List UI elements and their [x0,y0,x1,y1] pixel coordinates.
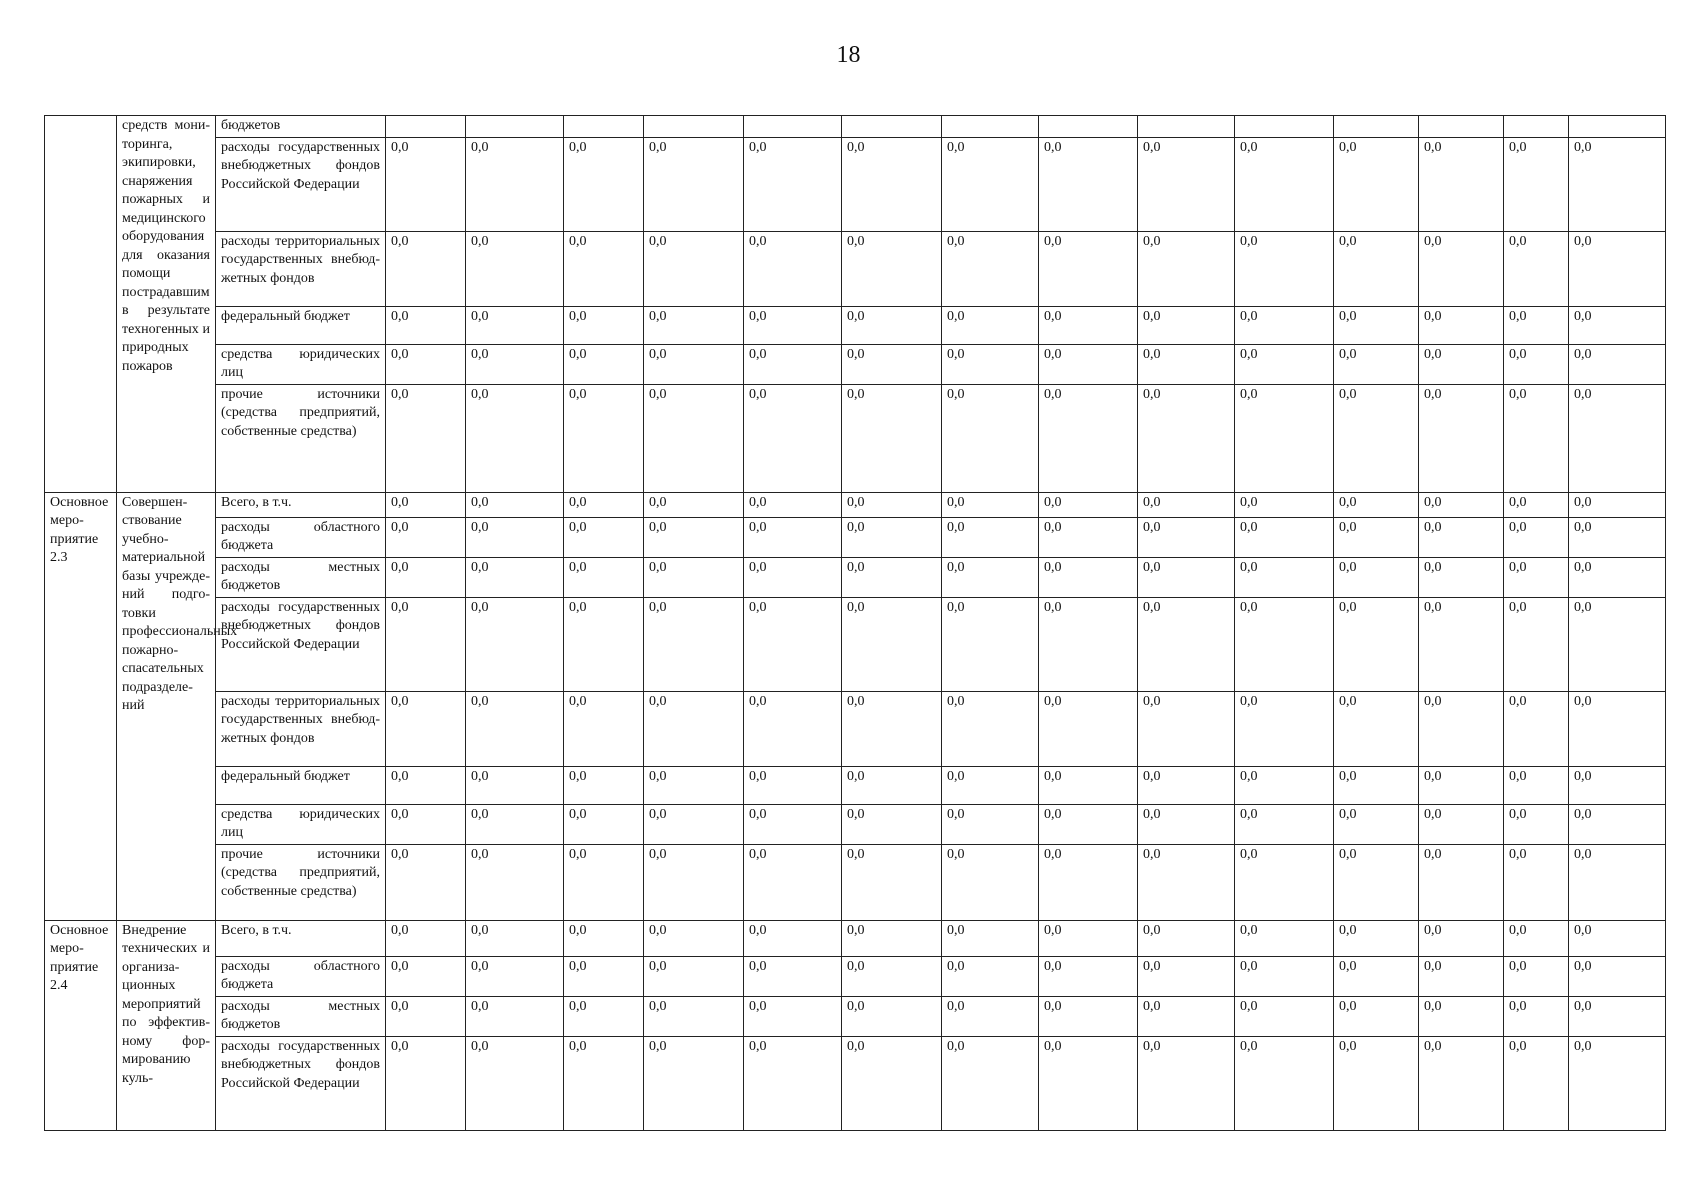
value-cell: 0,0 [744,956,842,996]
value-cell: 0,0 [1419,344,1504,384]
value-cell: 0,0 [842,384,942,492]
value-cell: 0,0 [1569,920,1666,956]
value-cell: 0,0 [564,844,644,920]
value-cell: 0,0 [942,996,1039,1036]
value-cell: 0,0 [1235,306,1334,344]
value-cell: 0,0 [644,306,744,344]
funding-source: расходы территориальных государственных внебюджетных фондов [216,691,386,766]
value-cell: 0,0 [1419,996,1504,1036]
value-cell: 0,0 [942,557,1039,597]
value-cell: 0,0 [1334,956,1419,996]
value-cell: 0,0 [1334,137,1419,231]
funding-source: расходы областного бюджета [216,956,386,996]
funding-source: прочие источники (средства предприятий, собственные средства) [216,844,386,920]
table-row [45,996,1666,1036]
value-cell: 0,0 [1039,766,1138,804]
value-cell: 0,0 [1334,766,1419,804]
value-cell: 0,0 [386,557,466,597]
value-cell: 0,0 [1419,231,1504,306]
value-cell [1504,116,1569,138]
funding-source: прочие источники (средства предприятий, собственные средства) [216,384,386,492]
value-cell: 0,0 [1138,996,1235,1036]
value-cell: 0,0 [842,920,942,956]
table-row [45,137,1666,231]
value-cell: 0,0 [466,920,564,956]
value-cell: 0,0 [644,766,744,804]
value-cell: 0,0 [842,1036,942,1130]
value-cell: 0,0 [1334,231,1419,306]
value-cell: 0,0 [1235,231,1334,306]
value-cell: 0,0 [644,1036,744,1130]
value-cell: 0,0 [1138,384,1235,492]
activity-label: Основное мероприятие 2.3 [45,492,117,920]
value-cell: 0,0 [1138,557,1235,597]
value-cell: 0,0 [1569,306,1666,344]
value-cell: 0,0 [1039,996,1138,1036]
value-cell: 0,0 [644,996,744,1036]
value-cell: 0,0 [1334,306,1419,344]
table-row [45,844,1666,920]
value-cell: 0,0 [1504,557,1569,597]
value-cell: 0,0 [1138,597,1235,691]
table-row [45,956,1666,996]
table-row [45,231,1666,306]
table-row [45,691,1666,766]
value-cell: 0,0 [466,384,564,492]
value-cell: 0,0 [564,557,644,597]
value-cell: 0,0 [1235,956,1334,996]
value-cell: 0,0 [386,804,466,844]
value-cell: 0,0 [644,137,744,231]
value-cell: 0,0 [744,557,842,597]
value-cell: 0,0 [1039,804,1138,844]
value-cell: 0,0 [1504,597,1569,691]
value-cell: 0,0 [942,231,1039,306]
value-cell: 0,0 [1419,492,1504,517]
value-cell: 0,0 [744,384,842,492]
value-cell: 0,0 [1419,306,1504,344]
funding-source: средства юридических лиц [216,344,386,384]
value-cell: 0,0 [744,231,842,306]
value-cell: 0,0 [466,597,564,691]
value-cell: 0,0 [1504,137,1569,231]
value-cell: 0,0 [842,844,942,920]
value-cell: 0,0 [842,766,942,804]
value-cell: 0,0 [1334,920,1419,956]
value-cell: 0,0 [466,766,564,804]
table-row [45,557,1666,597]
table-row [45,804,1666,844]
value-cell: 0,0 [1039,306,1138,344]
value-cell: 0,0 [842,597,942,691]
value-cell: 0,0 [842,804,942,844]
value-cell [1138,116,1235,138]
value-cell: 0,0 [1138,956,1235,996]
table-body [45,116,1666,1131]
value-cell: 0,0 [1334,344,1419,384]
value-cell: 0,0 [942,306,1039,344]
value-cell: 0,0 [1235,517,1334,557]
activity-description: Совершенствование учебно-материальной базы учреждений подготовки профессиональных пожарно-спасательных подразделений [117,492,216,920]
value-cell: 0,0 [1569,996,1666,1036]
value-cell: 0,0 [1138,920,1235,956]
value-cell: 0,0 [942,597,1039,691]
value-cell: 0,0 [1138,344,1235,384]
value-cell: 0,0 [466,844,564,920]
table-row [45,306,1666,344]
value-cell: 0,0 [744,137,842,231]
value-cell: 0,0 [386,306,466,344]
value-cell: 0,0 [842,306,942,344]
value-cell: 0,0 [1504,231,1569,306]
value-cell: 0,0 [644,517,744,557]
table-row [45,517,1666,557]
value-cell: 0,0 [942,492,1039,517]
activity-description: средств мониторинга, экипировки, снаряжения пожарных и медицинского оборудования для оказания помощи пострадавшим в результате техногенных и природных пожаров [117,116,216,493]
value-cell: 0,0 [466,996,564,1036]
value-cell [564,116,644,138]
value-cell: 0,0 [466,306,564,344]
table-row [45,597,1666,691]
value-cell: 0,0 [1039,344,1138,384]
value-cell: 0,0 [466,344,564,384]
value-cell: 0,0 [1504,306,1569,344]
value-cell [1039,116,1138,138]
value-cell: 0,0 [1235,920,1334,956]
value-cell: 0,0 [564,344,644,384]
value-cell: 0,0 [564,306,644,344]
value-cell: 0,0 [1235,492,1334,517]
value-cell: 0,0 [386,492,466,517]
value-cell: 0,0 [644,804,744,844]
value-cell: 0,0 [1235,996,1334,1036]
page-number: 18 [836,42,861,68]
value-cell: 0,0 [1504,344,1569,384]
value-cell: 0,0 [942,691,1039,766]
value-cell [942,116,1039,138]
value-cell [644,116,744,138]
value-cell: 0,0 [942,844,1039,920]
value-cell: 0,0 [1334,691,1419,766]
value-cell: 0,0 [386,597,466,691]
value-cell: 0,0 [1569,344,1666,384]
value-cell: 0,0 [1419,691,1504,766]
value-cell [1419,116,1504,138]
value-cell: 0,0 [842,691,942,766]
value-cell: 0,0 [842,344,942,384]
funding-source: средства юридических лиц [216,804,386,844]
value-cell: 0,0 [644,844,744,920]
value-cell: 0,0 [386,691,466,766]
activity-description: Внедрение технических и организационных мероприятий по эффективному формированию куль- [117,920,216,1130]
value-cell: 0,0 [1419,517,1504,557]
value-cell [1235,116,1334,138]
value-cell: 0,0 [1419,844,1504,920]
value-cell: 0,0 [1419,1036,1504,1130]
value-cell: 0,0 [1419,766,1504,804]
value-cell: 0,0 [942,920,1039,956]
value-cell: 0,0 [564,517,644,557]
value-cell: 0,0 [564,1036,644,1130]
value-cell: 0,0 [1504,920,1569,956]
table-row [45,766,1666,804]
value-cell: 0,0 [466,492,564,517]
value-cell: 0,0 [564,137,644,231]
value-cell: 0,0 [942,766,1039,804]
funding-source: Всего, в т.ч. [216,920,386,956]
funding-source: расходы областного бюджета [216,517,386,557]
funding-source: расходы государственных внебюджетных фондов Российской Федерации [216,597,386,691]
value-cell: 0,0 [1235,844,1334,920]
value-cell: 0,0 [564,691,644,766]
value-cell: 0,0 [1235,766,1334,804]
value-cell: 0,0 [386,231,466,306]
table-row [45,492,1666,517]
value-cell: 0,0 [1235,804,1334,844]
value-cell: 0,0 [842,557,942,597]
value-cell: 0,0 [1138,231,1235,306]
value-cell: 0,0 [744,804,842,844]
funding-source: расходы территориальных государственных внебюджетных фондов [216,231,386,306]
value-cell: 0,0 [1504,804,1569,844]
value-cell: 0,0 [1334,384,1419,492]
value-cell: 0,0 [744,996,842,1036]
funding-source: Всего, в т.ч. [216,492,386,517]
value-cell: 0,0 [942,384,1039,492]
value-cell: 0,0 [466,137,564,231]
value-cell: 0,0 [1569,492,1666,517]
value-cell: 0,0 [842,492,942,517]
value-cell: 0,0 [644,344,744,384]
funding-source: федеральный бюджет [216,306,386,344]
value-cell: 0,0 [1334,557,1419,597]
value-cell [744,116,842,138]
value-cell [466,116,564,138]
value-cell: 0,0 [644,920,744,956]
value-cell: 0,0 [1334,804,1419,844]
value-cell: 0,0 [386,996,466,1036]
value-cell: 0,0 [1039,384,1138,492]
value-cell: 0,0 [466,804,564,844]
funding-source: федеральный бюджет [216,766,386,804]
value-cell: 0,0 [1138,137,1235,231]
value-cell [842,116,942,138]
funding-source: расходы местных бюджетов [216,557,386,597]
value-cell: 0,0 [1569,804,1666,844]
value-cell: 0,0 [842,137,942,231]
value-cell: 0,0 [744,517,842,557]
value-cell: 0,0 [1039,137,1138,231]
value-cell: 0,0 [644,557,744,597]
value-cell: 0,0 [564,384,644,492]
value-cell: 0,0 [744,344,842,384]
value-cell: 0,0 [1419,920,1504,956]
value-cell: 0,0 [1138,306,1235,344]
value-cell: 0,0 [564,597,644,691]
value-cell: 0,0 [1235,691,1334,766]
value-cell: 0,0 [1334,1036,1419,1130]
value-cell: 0,0 [1504,517,1569,557]
value-cell: 0,0 [1235,557,1334,597]
value-cell: 0,0 [744,597,842,691]
value-cell: 0,0 [842,996,942,1036]
value-cell: 0,0 [644,956,744,996]
funding-source: расходы местных бюджетов [216,996,386,1036]
value-cell: 0,0 [1039,1036,1138,1130]
activity-label [45,116,117,493]
value-cell: 0,0 [1039,557,1138,597]
value-cell: 0,0 [1334,517,1419,557]
value-cell: 0,0 [1504,384,1569,492]
value-cell: 0,0 [942,344,1039,384]
value-cell: 0,0 [386,766,466,804]
value-cell: 0,0 [564,231,644,306]
table-row [45,1036,1666,1130]
value-cell: 0,0 [1419,137,1504,231]
value-cell: 0,0 [1138,517,1235,557]
table-row [45,920,1666,956]
value-cell: 0,0 [1235,1036,1334,1130]
value-cell: 0,0 [1504,492,1569,517]
value-cell [1334,116,1419,138]
value-cell: 0,0 [1138,1036,1235,1130]
value-cell: 0,0 [1569,517,1666,557]
value-cell: 0,0 [1235,384,1334,492]
value-cell: 0,0 [386,517,466,557]
value-cell: 0,0 [842,231,942,306]
value-cell: 0,0 [1569,956,1666,996]
activity-label: Основное мероприятие 2.4 [45,920,117,1130]
value-cell: 0,0 [1138,804,1235,844]
value-cell: 0,0 [942,804,1039,844]
value-cell: 0,0 [1039,956,1138,996]
value-cell: 0,0 [1419,956,1504,996]
value-cell: 0,0 [644,597,744,691]
value-cell: 0,0 [1334,492,1419,517]
value-cell: 0,0 [1039,844,1138,920]
value-cell: 0,0 [942,1036,1039,1130]
value-cell: 0,0 [1138,766,1235,804]
value-cell: 0,0 [744,1036,842,1130]
value-cell: 0,0 [1039,517,1138,557]
value-cell: 0,0 [1504,766,1569,804]
value-cell: 0,0 [744,766,842,804]
value-cell: 0,0 [1235,344,1334,384]
value-cell: 0,0 [386,384,466,492]
value-cell: 0,0 [1569,384,1666,492]
value-cell: 0,0 [644,231,744,306]
funding-source: расходы государственных внебюджетных фондов Российской Федерации [216,1036,386,1130]
funding-source: бюджетов [216,116,386,138]
value-cell: 0,0 [644,384,744,492]
value-cell: 0,0 [1039,231,1138,306]
value-cell: 0,0 [1138,844,1235,920]
value-cell: 0,0 [1569,1036,1666,1130]
value-cell: 0,0 [1039,920,1138,956]
value-cell: 0,0 [466,557,564,597]
value-cell: 0,0 [386,137,466,231]
value-cell: 0,0 [466,231,564,306]
value-cell: 0,0 [386,344,466,384]
value-cell: 0,0 [1419,597,1504,691]
value-cell: 0,0 [744,691,842,766]
value-cell: 0,0 [386,920,466,956]
value-cell: 0,0 [644,492,744,517]
value-cell: 0,0 [1504,956,1569,996]
value-cell: 0,0 [564,956,644,996]
value-cell: 0,0 [386,956,466,996]
value-cell [1569,116,1666,138]
value-cell: 0,0 [1569,597,1666,691]
table-row [45,116,1666,138]
value-cell: 0,0 [564,996,644,1036]
value-cell: 0,0 [644,691,744,766]
value-cell: 0,0 [1504,996,1569,1036]
value-cell: 0,0 [1334,996,1419,1036]
value-cell: 0,0 [942,517,1039,557]
value-cell: 0,0 [744,920,842,956]
value-cell: 0,0 [564,492,644,517]
value-cell: 0,0 [564,766,644,804]
value-cell: 0,0 [1504,1036,1569,1130]
value-cell: 0,0 [1419,804,1504,844]
value-cell: 0,0 [466,1036,564,1130]
value-cell: 0,0 [744,844,842,920]
value-cell: 0,0 [1504,844,1569,920]
budget-table [44,115,1666,1131]
value-cell: 0,0 [1419,384,1504,492]
value-cell: 0,0 [1138,691,1235,766]
value-cell: 0,0 [1569,766,1666,804]
value-cell: 0,0 [1039,691,1138,766]
value-cell: 0,0 [842,517,942,557]
value-cell: 0,0 [744,306,842,344]
value-cell: 0,0 [942,956,1039,996]
value-cell [386,116,466,138]
value-cell: 0,0 [1334,844,1419,920]
value-cell: 0,0 [1235,137,1334,231]
value-cell: 0,0 [466,691,564,766]
value-cell: 0,0 [1569,844,1666,920]
table-row [45,344,1666,384]
value-cell: 0,0 [1569,557,1666,597]
value-cell: 0,0 [386,844,466,920]
funding-source: расходы государственных внебюджетных фондов Российской Федерации [216,137,386,231]
value-cell: 0,0 [1569,691,1666,766]
table-row [45,384,1666,492]
value-cell: 0,0 [1504,691,1569,766]
value-cell: 0,0 [386,1036,466,1130]
value-cell: 0,0 [1138,492,1235,517]
value-cell: 0,0 [1569,137,1666,231]
value-cell: 0,0 [1569,231,1666,306]
value-cell: 0,0 [1334,597,1419,691]
value-cell: 0,0 [564,804,644,844]
value-cell: 0,0 [1039,597,1138,691]
value-cell: 0,0 [466,517,564,557]
value-cell: 0,0 [1039,492,1138,517]
value-cell: 0,0 [942,137,1039,231]
value-cell: 0,0 [466,956,564,996]
value-cell: 0,0 [744,492,842,517]
value-cell: 0,0 [564,920,644,956]
value-cell: 0,0 [1235,597,1334,691]
value-cell: 0,0 [842,956,942,996]
value-cell: 0,0 [1419,557,1504,597]
